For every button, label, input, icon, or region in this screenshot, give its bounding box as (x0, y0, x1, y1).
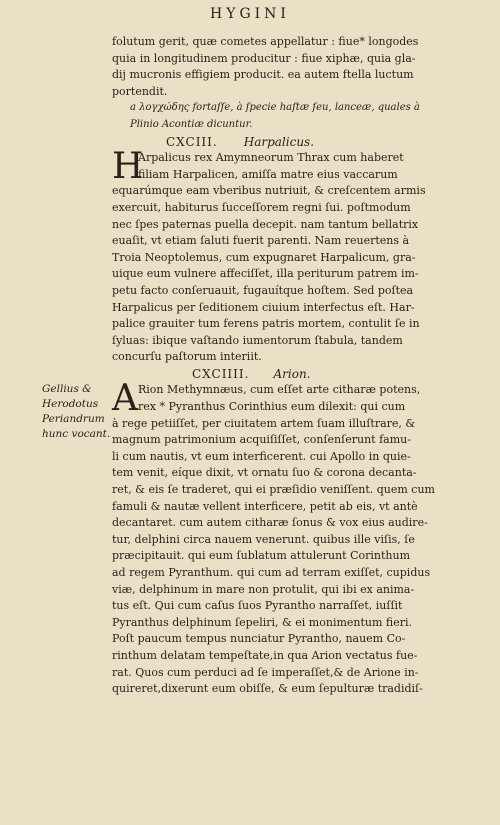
text-line: Arpalicus rex Amymneorum Thrax cum haberet (138, 151, 404, 165)
section-number: CXCIIII. (192, 366, 250, 381)
section-title: Arion. (273, 366, 311, 381)
main-text-block (112, 34, 468, 698)
text-line: tem venit, eíque dixit, vt ornatu ſuo & corona decanta- (112, 466, 417, 480)
text-line: Troia Neoptolemus, cum expugnaret Harpalicum, gra- (112, 250, 416, 264)
annotation-line: a λογχώδης fortaſſe, à ſpecie haſtæ ſeu, lanceæ, quales à (130, 102, 420, 114)
text-line: tus eſt. Qui cum caſus ſuos Pyrantho narraſſet, iuſſit (112, 599, 403, 613)
margin-note-line: Gellius & (42, 383, 92, 395)
text-line: rat. Quos cum perduci ad ſe imperaſſet,& de Arione in- (112, 665, 419, 679)
text-line: quireret,dixerunt eum obiſſe, & eum ſepulturæ tradidiſ- (112, 682, 423, 696)
text-line: rinthum delatam tempeſtate,in qua Arion vectatus fue- (112, 648, 418, 662)
text-line: tur, delphini circa nauem venerunt. quibus ille viſis, ſe (112, 532, 415, 546)
text-line: ſyluas: ibique vaſtando iumentorum ſtabula, tandem (112, 333, 403, 347)
section-heading-harpalicus (112, 134, 468, 151)
text-line: dij mucronis effigiem producit. ea autem ftella luctum (112, 68, 414, 82)
section-number: CXCIII. (166, 134, 218, 149)
text-line: palice grauiter tum ferens patris mortem, contulit ſe in (112, 317, 420, 331)
section-title: Harpalicus. (243, 134, 315, 149)
text-line: quia in longitudinem producitur : fiue xiphæ, quia gla- (112, 51, 416, 65)
text-line: nec ſpes paternas puella decepit. nam tantum bellatrix (112, 217, 419, 231)
text-line: Pyranthus delphinum ſepeliri, & ei monimentum fieri. (112, 615, 413, 629)
text-line: præcipitauit. qui eum ſublatum attulerunt Corinthum (112, 549, 411, 563)
text-line: famuli & nautæ vellent interficere, petit ab eis, vt antè (112, 499, 418, 513)
text-line: Harpalicus per ſeditionem ciuium interfectus eſt. Har- (112, 300, 415, 314)
text-line: Poſt paucum tempus nunciatur Pyrantho, nauem Co- (112, 632, 406, 646)
section-heading-arion (112, 366, 468, 383)
text-line: uique eum vulnere affeciſſet, illa periturum patrem im- (112, 267, 419, 281)
dropcap-paragraph (112, 146, 468, 188)
text-line: decantaret. cum autem citharæ ſonus & vox eius audire- (112, 516, 428, 530)
margin-note-line: Herodotus (42, 398, 99, 410)
margin-note (42, 382, 114, 442)
text-line: ret, & eis ſe traderet, qui ei præſidio veniſſent. quem cum (112, 483, 435, 497)
text-line: rex * Pyranthus Corinthius eum dilexit: qui cum (138, 400, 406, 414)
text-line: viæ, delphinum in mare non protulit, qui ibi ex anima- (112, 582, 415, 596)
text-line: li cum nautis, vt eum interficerent. cui Apollo in quie- (112, 449, 411, 463)
text-line: Rion Methymnæus, cum eſſet arte citharæ potens, (138, 383, 421, 397)
dropcap-paragraph (112, 378, 468, 420)
text-line: euaſit, vt etiam ſaluti fuerit parenti. Nam reuertens à (112, 234, 410, 248)
drop-cap-letter: A (112, 378, 138, 420)
annotation-line: Plinio Acontiæ dicuntur. (130, 118, 253, 130)
text-line: magnum patrimonium acquiſiſſet, conſenſerunt famu- (112, 433, 411, 447)
margin-note-line: Periandrum (42, 413, 105, 425)
running-head: HYGINI (210, 6, 290, 22)
drop-cap-letter: H (112, 146, 144, 188)
text-line: concurſu paſtorum interiit. (112, 350, 262, 364)
text-line: equarúmque eam vberibus nutriuit, & creſcentem armis (112, 184, 426, 198)
text-line: folutum gerit, quæ cometes appellatur : fiue* longodes (112, 35, 419, 48)
text-line: filiam Harpalicen, amiſſa matre eius vaccarum (138, 167, 398, 181)
text-line: petu facto conſeruauit, fugauítque hoſtem. Sed poſtea (112, 283, 414, 297)
text-line: exercuit, habiturus ſucceſſorem regni ſui. poſtmodum (112, 200, 411, 214)
text-line: ad regem Pyranthum. qui cum ad terram exiſſet, cupidus (112, 566, 431, 579)
text-line: à rege petiiſſet, per ciuitatem artem ſuam illuſtrare, & (112, 416, 416, 430)
margin-note-line: hunc vocant. (42, 428, 111, 440)
text-line: portendit. (112, 84, 168, 98)
